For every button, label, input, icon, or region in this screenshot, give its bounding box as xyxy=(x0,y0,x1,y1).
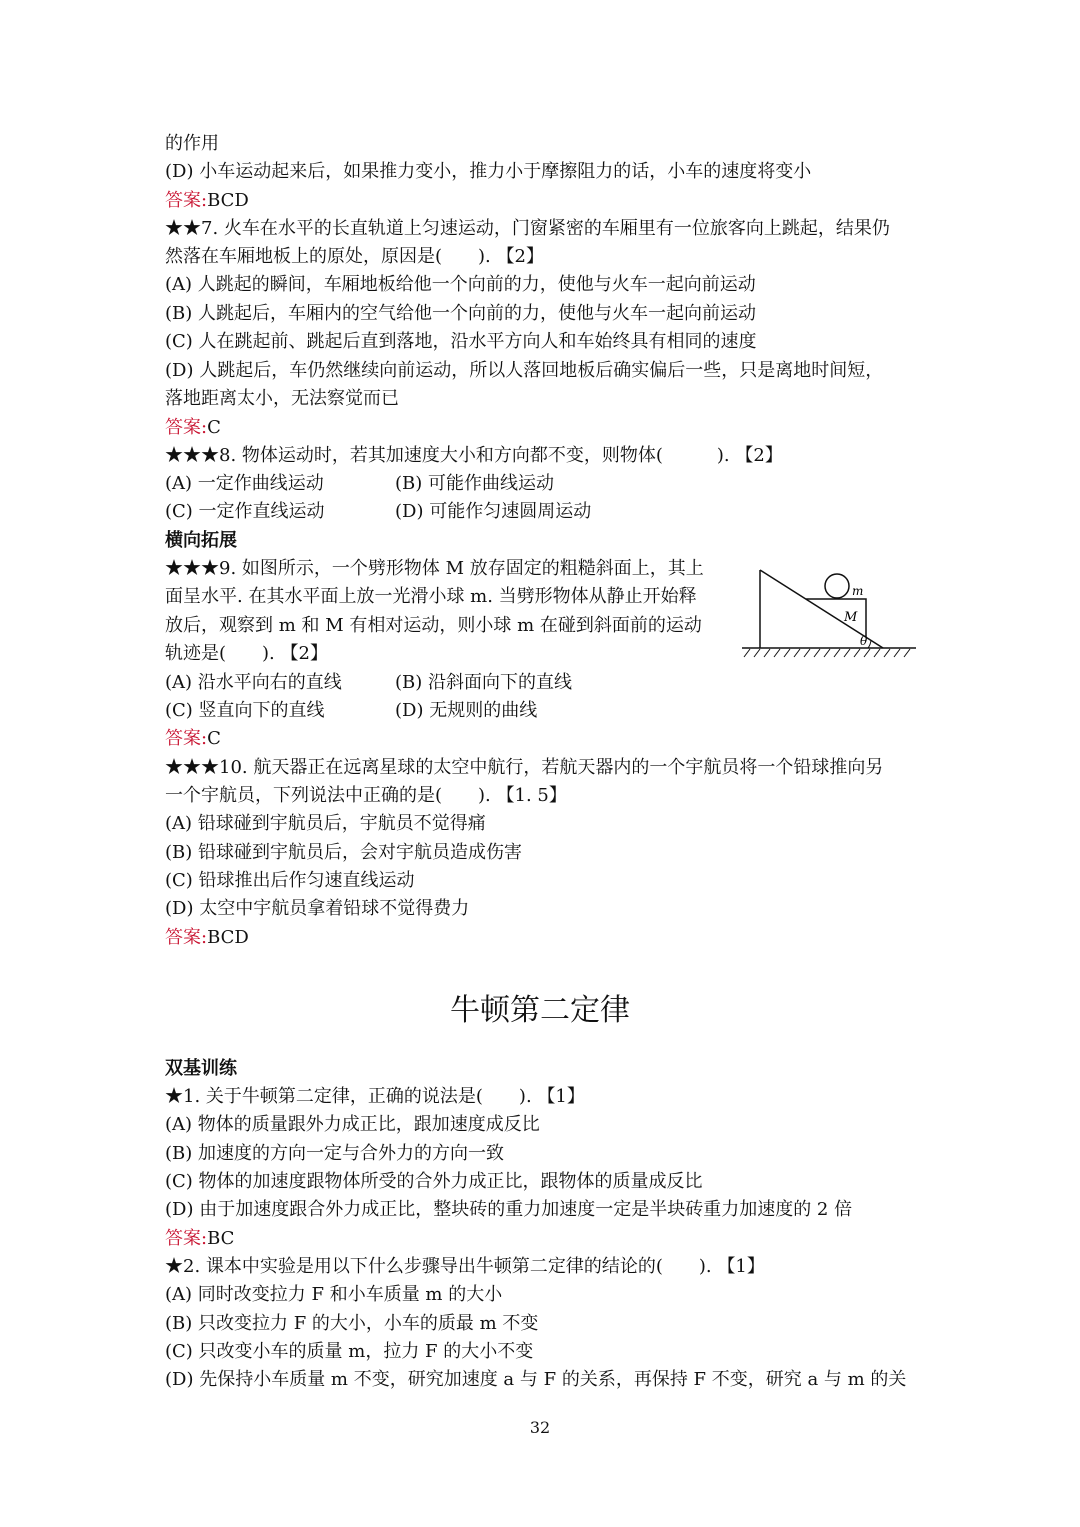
option-c: (C) 只改变小车的质量 m，拉力 F 的大小不变 xyxy=(165,1341,534,1362)
answer-line xyxy=(165,924,249,952)
option-a: (A) 沿水平向右的直线 xyxy=(165,672,342,693)
answer-value: C xyxy=(207,417,221,438)
option-b: (B) 人跳起后，车厢内的空气给他一个向前的力，使他与火车一起向前运动 xyxy=(165,303,756,324)
option-b: (B) 沿斜面向下的直线 xyxy=(395,672,572,693)
section-heading: 横向拓展 xyxy=(165,530,237,551)
option-c: (C) 物体的加速度跟物体所受的合外力成正比，跟物体的质量成反比 xyxy=(165,1171,703,1192)
option-d: (D) 先保持小车质量 m 不变，研究加速度 a 与 F 的关系，再保持 F 不变，研究 a 与 m 的关 xyxy=(165,1369,907,1390)
option-row xyxy=(165,470,554,498)
option-b: (B) 铅球碰到宇航员后，会对宇航员造成伤害 xyxy=(165,842,522,863)
question-8-line: ★★★8. 物体运动时，若其加速度大小和方向都不变，则物体( ). 【2】 xyxy=(165,445,783,466)
answer-label: 答案: xyxy=(165,728,208,749)
option-c: (C) 人在跳起前、跳起后直到落地，沿水平方向人和车始终具有相同的速度 xyxy=(165,331,757,352)
answer-label: 答案: xyxy=(165,190,208,211)
question-9-line: ★★★9. 如图所示，一个劈形物体 M 放存固定的粗糙斜面上，其上 xyxy=(165,558,704,579)
chapter-title: 牛顿第二定律 xyxy=(450,993,630,1028)
text-line: 的作用 xyxy=(165,133,219,154)
question-9-line: 放后，观察到 m 和 M 有相对运动，则小球 m 在碰到斜面前的运动 xyxy=(165,615,702,636)
question-7-line: 然落在车厢地板上的原处，原因是( ). 【2】 xyxy=(165,246,544,267)
question-10-line: 一个宇航员，下列说法中正确的是( ). 【1. 5】 xyxy=(165,785,567,806)
section-heading: 双基训练 xyxy=(165,1058,237,1079)
answer-label: 答案: xyxy=(165,1228,208,1249)
page-number: 32 xyxy=(529,1418,551,1437)
answer-value: BCD xyxy=(207,190,249,211)
option-a: (A) 物体的质量跟外力成正比，跟加速度成反比 xyxy=(165,1114,540,1135)
option-a: (A) 人跳起的瞬间，车厢地板给他一个向前的力，使他与火车一起向前运动 xyxy=(165,274,756,295)
answer-value: BC xyxy=(207,1228,235,1249)
option-a: (A) 铅球碰到宇航员后，宇航员不觉得痛 xyxy=(165,813,486,834)
option-b: (B) 可能作曲线运动 xyxy=(395,473,554,494)
question-1-line: ★1. 关于牛顿第二定律，正确的说法是( ). 【1】 xyxy=(165,1086,585,1107)
answer-line xyxy=(165,725,221,753)
answer-line xyxy=(165,187,249,215)
option-c: (C) 铅球推出后作匀速直线运动 xyxy=(165,870,415,891)
option-d: (D) 由于加速度跟合外力成正比，整块砖的重力加速度一定是半块砖重力加速度的 2 倍 xyxy=(165,1199,853,1220)
option-a: (A) 同时改变拉力 F 和小车质量 m 的大小 xyxy=(165,1284,503,1305)
answer-line xyxy=(165,1225,234,1253)
question-9-line: 面呈水平. 在其水平面上放一光滑小球 m. 当劈形物体从静止开始释 xyxy=(165,586,697,607)
option-d: (D) 太空中宇航员拿着铅球不觉得费力 xyxy=(165,898,470,919)
ball xyxy=(825,574,849,598)
option-c: (C) 竖直向下的直线 xyxy=(165,700,325,721)
option-c: (C) 一定作直线运动 xyxy=(165,501,325,522)
option-row xyxy=(165,498,592,526)
question-9-line: 轨迹是( ). 【2】 xyxy=(165,643,328,664)
answer-value: C xyxy=(207,728,221,749)
label-theta: θ xyxy=(860,634,868,648)
option-d-cont: 落地距离太小，无法察觉而已 xyxy=(165,388,399,409)
label-m: m xyxy=(852,584,864,598)
question-2-line: ★2. 课本中实验是用以下什么步骤导出牛顿第二定律的结论的( ). 【1】 xyxy=(165,1256,765,1277)
question-10-line: ★★★10. 航天器正在远离星球的太空中航行，若航天器内的一个宇航员将一个铅球推向另 xyxy=(165,757,884,778)
answer-label: 答案: xyxy=(165,927,208,948)
option-b: (B) 只改变拉力 F 的大小，小车的质最 m 不变 xyxy=(165,1313,539,1334)
option-d: (D) 无规则的曲线 xyxy=(395,700,538,721)
option-d: (D) 人跳起后，车仍然继续向前运动，所以人落回地板后确实偏后一些，只是离地时间短， xyxy=(165,360,884,381)
question-7-line: ★★7. 火车在水平的长直轨道上匀速运动，门窗紧密的车厢里有一位旅客向上跳起，结果仍 xyxy=(165,218,890,239)
answer-label: 答案: xyxy=(165,417,208,438)
text-line: (D) 小车运动起来后，如果推力变小，推力小于摩擦阻力的话，小车的速度将变小 xyxy=(165,161,812,182)
option-row xyxy=(165,697,538,725)
option-row xyxy=(165,669,572,697)
option-d: (D) 可能作匀速圆周运动 xyxy=(395,501,592,522)
option-a: (A) 一定作曲线运动 xyxy=(165,473,324,494)
answer-line xyxy=(165,414,221,442)
incline-figure xyxy=(740,565,920,660)
option-b: (B) 加速度的方向一定与合外力的方向一致 xyxy=(165,1143,504,1164)
label-M: M xyxy=(844,610,858,625)
answer-value: BCD xyxy=(207,927,249,948)
